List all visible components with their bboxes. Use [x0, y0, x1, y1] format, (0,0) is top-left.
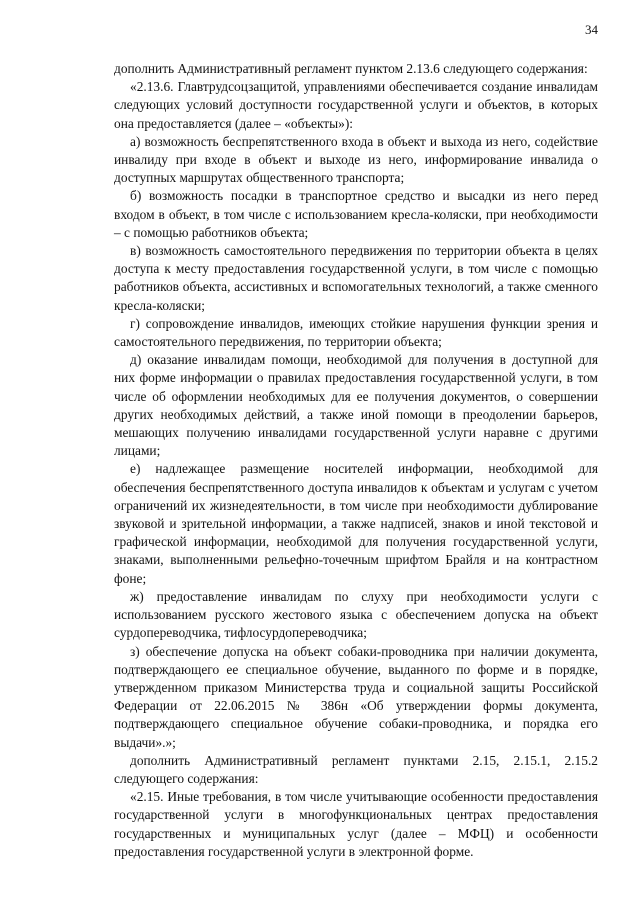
document-body	[114, 60, 598, 861]
paragraph-item-g: г) сопровождение инвалидов, имеющих стойкие нарушения функции зрения и самостоятельного передвижения, по территории объекта;	[114, 315, 598, 350]
paragraph-intro: дополнить Административный регламент пунктом 2.13.6 следующего содержания:	[114, 61, 588, 76]
paragraph-item-z: з) обеспечение допуска на объект собаки-проводника при наличии документа, подтверждающего ее специальное обучение, выданного по форме и в порядке, утвержденном приказом Министерства труда и социальной защиты Российской Федерации от 22.06.2015 № 386н «Об утверждении формы документа, подтверждающего специальное обучение собаки-проводника, и порядка его выдачи».»;	[114, 643, 598, 750]
paragraph-2-15: «2.15. Иные требования, в том числе учитывающие особенности предоставления государственной услуги в многофункциональных центрах предоставления государственных и муниципальных услуг (далее – МФЦ) и особенности предоставления государственной услуги в электронной форме.	[114, 789, 598, 859]
paragraph-amend-2-15: дополнить Административный регламент пунктами 2.15, 2.15.1, 2.15.2 следующего содержания:	[114, 752, 598, 786]
paragraph-item-d: д) оказание инвалидам помощи, необходимой для получения в доступной для них форме информации о правилах предоставления государственной услуги, в том числе об оформлении необходимых для ее получения документов, о совершении других необходимых действий, а также иной помощи в преодолении барьеров, мешающих получению инвалидами государственной услуги наравне с другими лицами;	[114, 352, 598, 459]
paragraph-item-e: е) надлежащее размещение носителей информации, необходимой для обеспечения беспрепятственного доступа инвалидов к объектам и услугам с учетом ограничений их жизнедеятельности, в том числе при необходимости дублирование звуковой и зрительной информации, а также надписей, знаков и иной текстовой и графической информации, необходимой для получения государственной услуги, знаками, выполненными рельефно-точечным шрифтом Брайля и на контрастном фоне;	[114, 461, 598, 586]
paragraph-item-v: в) возможность самостоятельного передвижения по территории объекта в целях доступа к месту предоставления государственной услуги, в том числе с помощью работников объекта, ассистивных и вспомогательных технологий, а также сменного кресла-коляски;	[114, 243, 598, 313]
paragraph-item-b: б) возможность посадки в транспортное средство и высадки из него перед входом в объект, в том числе с использованием кресла-коляски, при необходимости – с помощью работников объекта;	[114, 188, 598, 240]
paragraph-item-a: а) возможность беспрепятственного входа в объект и выхода из него, содействие инвалиду при входе в объект и выходе из него, информирование инвалида о доступных маршрутах общественного транспорта;	[114, 133, 598, 186]
paragraph-2-13-6: «2.13.6. Главтрудсоцзащитой, управлениями обеспечивается создание инвалидам следующих условий доступности государственной услуги и объектов, в которых она предоставляется (далее – «объекты»):	[114, 79, 598, 131]
paragraph-item-zh: ж) предоставление инвалидам по слуху при необходимости услуги с использованием русского жестового языка с обеспечением допуска на объект сурдопереводчика, тифлосурдопереводчика;	[114, 588, 598, 641]
page-number: 34	[585, 22, 598, 37]
